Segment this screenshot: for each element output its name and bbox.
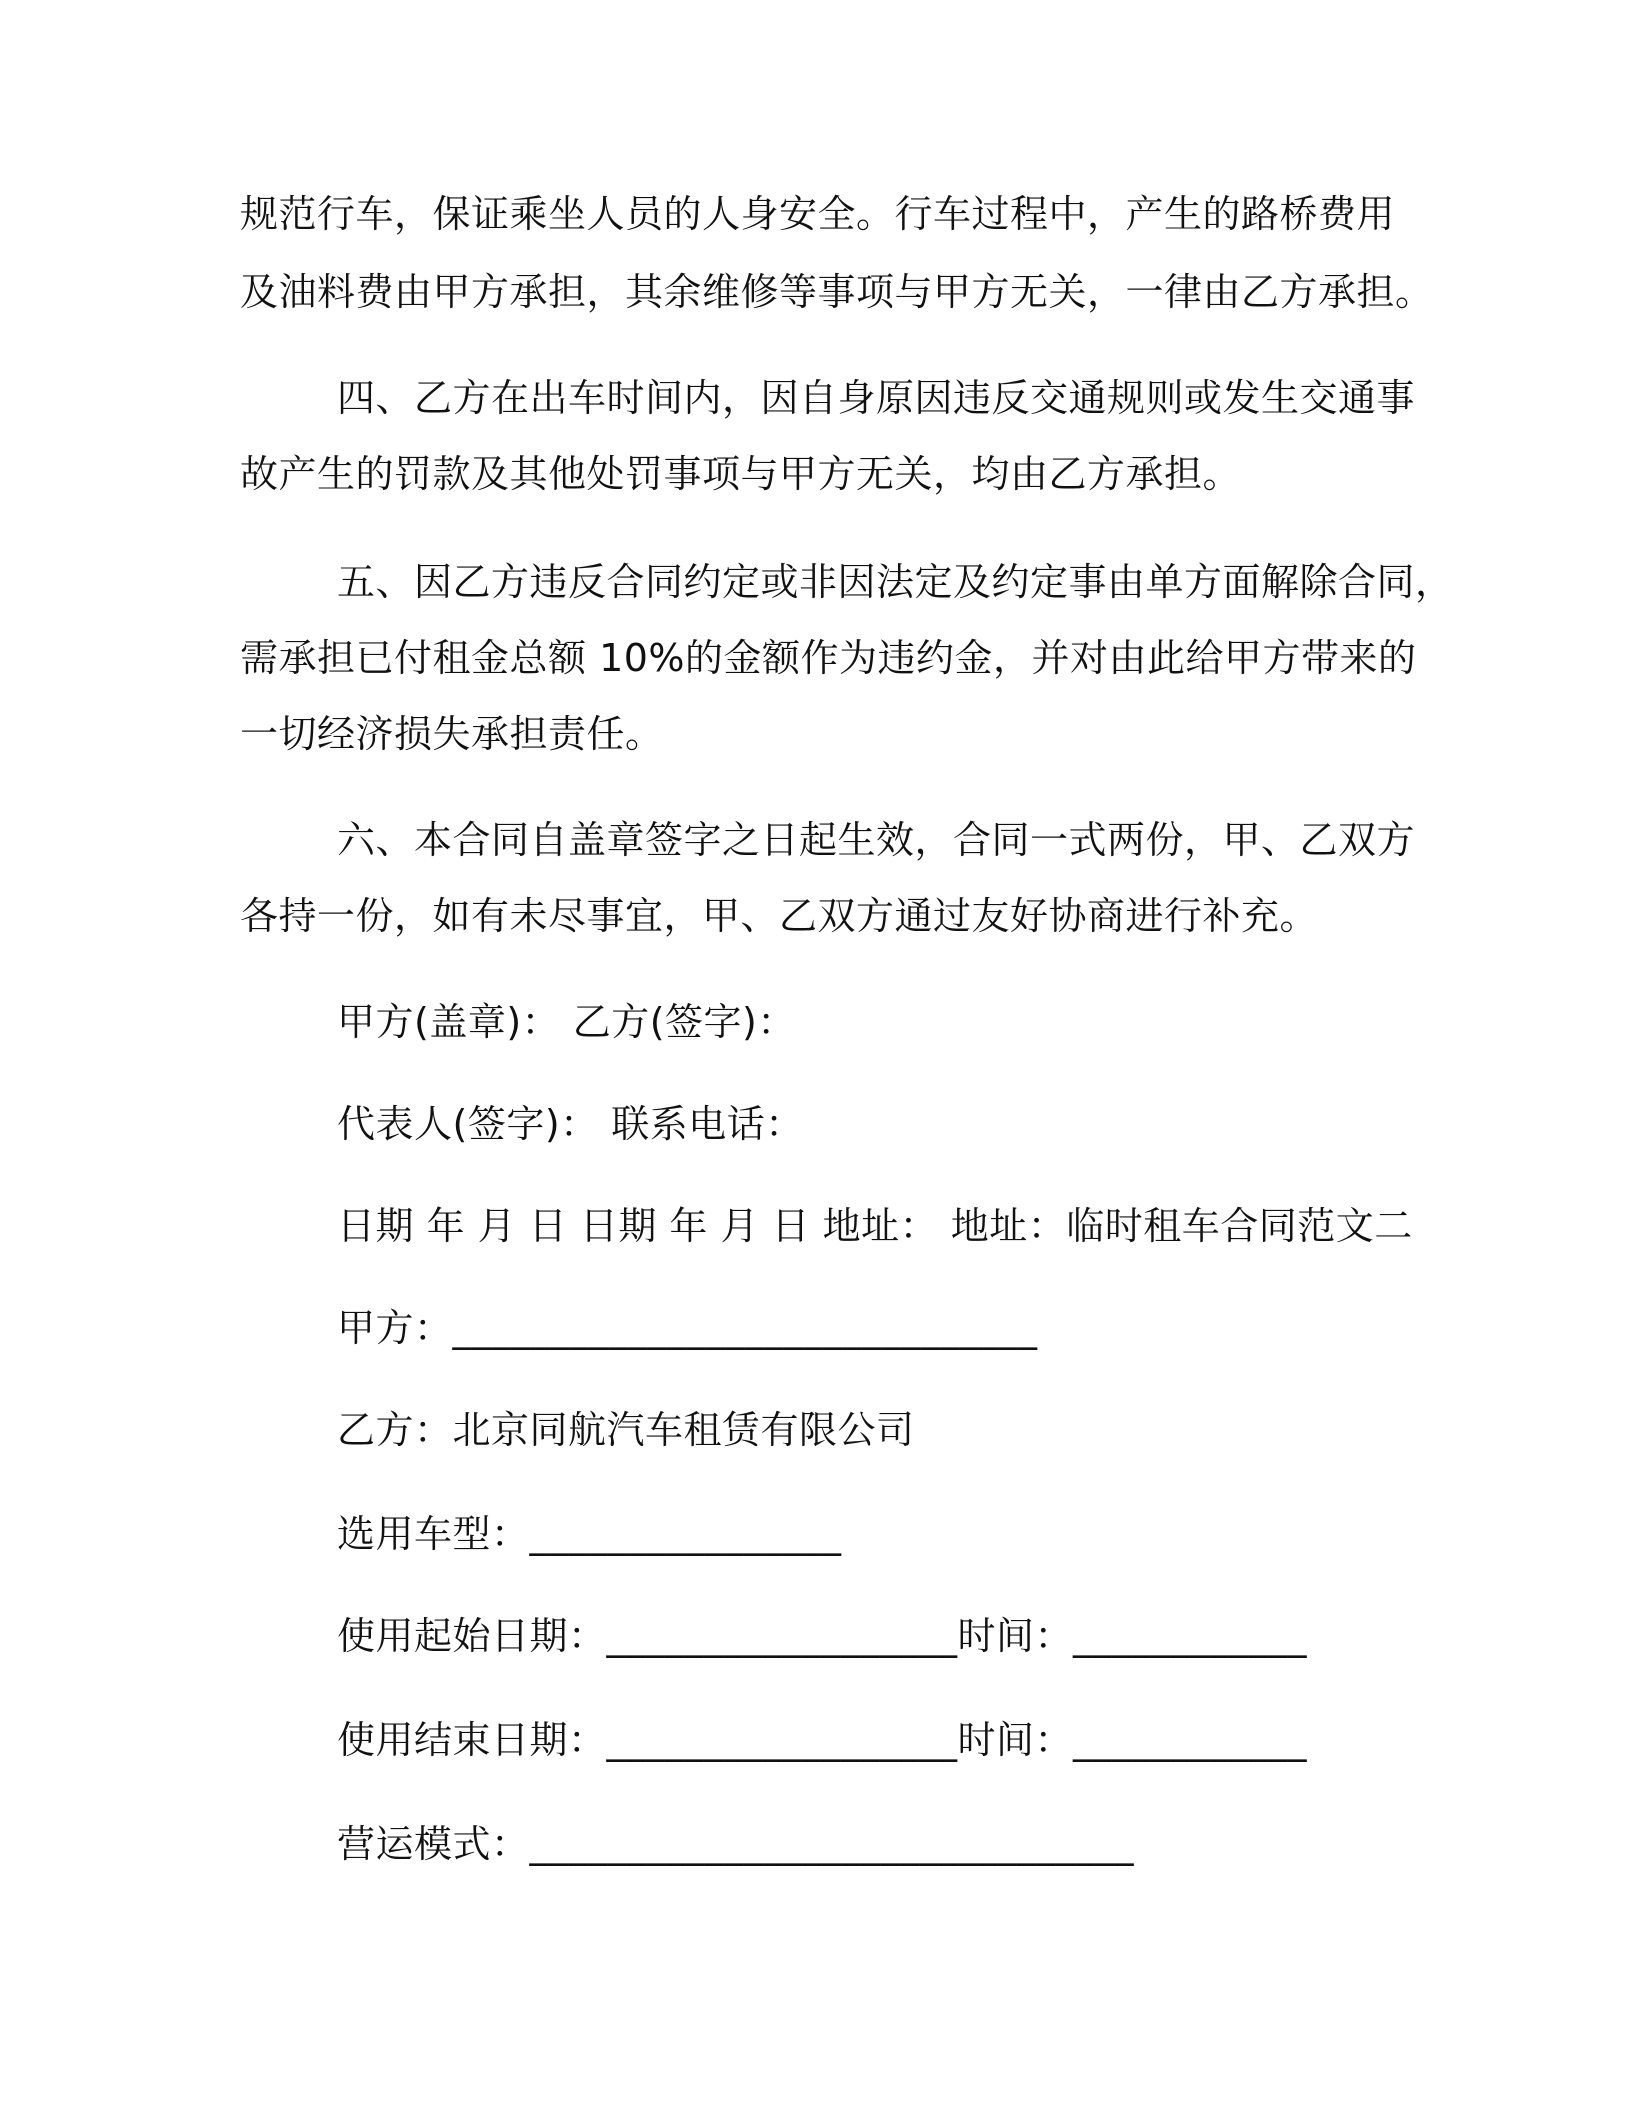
date-address-line: 日期 年 月 日 日期 年 月 日 地址： 地址：临时租车合同范文二 — [337, 1204, 1413, 1248]
party-signature-line: 甲方(盖章)： 乙方(签字)： — [337, 1000, 796, 1044]
continuation-line-2: 及油料费由甲方承担，其余维修等事项与甲方无关，一律由乙方承担。 — [240, 270, 1434, 314]
operation-mode-field: 营运模式：_______________________________ — [337, 1822, 1135, 1866]
party-b-field: 乙方：北京同航汽车租赁有限公司 — [337, 1408, 915, 1452]
end-date-field: 使用结束日期：__________________时间：____________ — [337, 1718, 1308, 1762]
clause-5-line-2: 需承担已付租金总额 10%的金额作为违约金，并对由此给甲方带来的 — [240, 636, 1417, 680]
start-date-field: 使用起始日期：__________________时间：____________ — [337, 1614, 1308, 1658]
clause-4-line-2: 故产生的罚款及其他处罚事项与甲方无关，均由乙方承担。 — [240, 452, 1242, 496]
clause-5-line-1: 五、因乙方违反合同约定或非因法定及约定事由单方面解除合同， — [337, 560, 1454, 604]
clause-6-line-1: 六、本合同自盖章签字之日起生效，合同一式两份，甲、乙双方 — [337, 818, 1416, 862]
representative-line: 代表人(签字)： 联系电话： — [337, 1102, 804, 1146]
party-a-field: 甲方：______________________________ — [337, 1306, 1038, 1350]
vehicle-model-field: 选用车型：________________ — [337, 1512, 842, 1556]
clause-5-line-3: 一切经济损失承担责任。 — [240, 712, 664, 756]
continuation-line-1: 规范行车，保证乘坐人员的人身安全。行车过程中，产生的路桥费用 — [240, 192, 1396, 236]
clause-4-line-1: 四、乙方在出车时间内，因自身原因违反交通规则或发生交通事 — [337, 376, 1416, 420]
clause-6-line-2: 各持一份，如有未尽事宜，甲、乙双方通过友好协商进行补充。 — [240, 894, 1319, 938]
